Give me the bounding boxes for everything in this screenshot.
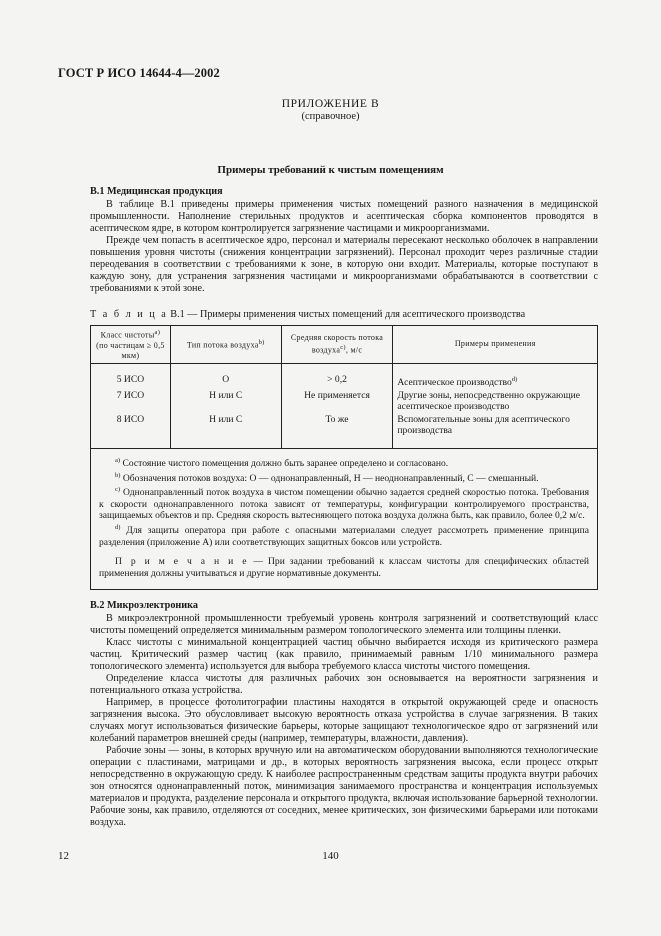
- cell-use: Асептическое производство$^{d)}$: [393, 363, 598, 389]
- table-caption-text: В.1 — Примеры применения чистых помещений для асептического производства: [167, 309, 526, 320]
- b1-paragraph-1: В таблице В.1 приведены примеры применения чистых помещений разного назначения в медицинской промышленности. Наполнение стерильных продуктов и асептическая сборка компонентов проводятся в асептическом ядре, в котором контролируется загрязнение частицами и микроорганизмами.: [90, 199, 598, 234]
- cell-flow: О: [170, 363, 281, 389]
- page-number-center: 140: [322, 850, 339, 862]
- requirements-table: [90, 325, 598, 590]
- cell-flow: Н или С: [170, 389, 281, 413]
- appendix-subtitle: (справочное): [301, 111, 360, 122]
- note-c: $^{c)}$ Однонаправленный поток воздуха в чистом помещении обычно задается средней скоростью потока. Требования к скорости однонаправленного потока зависят от температуры, конфигурации контролируемого пространства, защищаемых объектов и пр. Средняя скорость вытесняющего потока воздуха должна быть, как правило, более 0,2 м/с.: [99, 486, 589, 522]
- note-general: П р и м е ч а н и е — При задании требований к классам чистоты для специфических областей применения должны учитываться и другие нормативные документы.: [99, 556, 589, 579]
- b1-heading: В.1 Медицинская продукция: [90, 186, 223, 197]
- table-header-row: [91, 326, 598, 364]
- page-number-left: 12: [58, 850, 69, 862]
- cell-class: 5 ИСО: [91, 363, 171, 389]
- note-d: $^{d)}$ Для защиты оператора при работе с опасными материалами следует рассмотреть применение принципа разделения (приложение А) или соответствующих защитных боксов или устройств.: [99, 523, 589, 548]
- cell-speed: > 0,2: [281, 363, 393, 389]
- b2-paragraph-4: Например, в процессе фотолитографии пластины находятся в открытой окружающей среде и опасность загрязнения высока. Это обусловливает высокую вероятность отказа устройства в случае загрязнения. В таких случаях могут использоваться физические барьеры, которые защищают технологическое ядро от загрязнений или колебаний параметров внешней среды (например, температуры, влажности, давления).: [90, 697, 598, 744]
- table-row: [91, 363, 598, 389]
- b1-paragraph-2: Прежде чем попасть в асептическое ядро, персонал и материалы пересекают несколько оболочек в направлении повышения уровня чистоты (снижения концентрации загрязнений). Персонал проходит через различные стадии переодевания в соответствии с требованиями к зоне, в которую они входит. Материалы, которые поступают в каждую зону, для устранения загрязнения частицами и микроорганизмами обрабатываются в соответствии с требованиями к этой зоне.: [90, 235, 598, 294]
- section-b1: [90, 186, 598, 295]
- cell-speed: Не применяется: [281, 389, 393, 413]
- cell-use: Другие зоны, непосредственно окружающие асептическое производство: [393, 389, 598, 413]
- section-title: Примеры требований к чистым помещениям: [217, 164, 444, 176]
- b2-paragraph-2: Класс чистоты с минимальной концентрацией частиц обычно выбирается исходя из критического размера частиц. Критический размер частиц (как правило, принимаемый равным 1/10 минимального размера топологического элемента) используется для выбора требуемого класса чистоты чистого помещения.: [90, 637, 598, 672]
- table-row: [91, 413, 598, 449]
- b2-paragraph-3: Определение класса чистоты для различных рабочих зон основывается на вероятности загрязнения и потенциального отказа устройства.: [90, 673, 598, 696]
- cell-flow: Н или С: [170, 413, 281, 449]
- table-caption-prefix: Т а б л и ц а: [90, 309, 168, 320]
- appendix-title: ПРИЛОЖЕНИЕ В: [281, 98, 380, 110]
- table-notes: [91, 448, 598, 589]
- table-row: [91, 389, 598, 413]
- table-notes-row: [91, 448, 598, 589]
- header-speed: Средняя скорость потока воздуха$^{c)}$, м/с: [281, 326, 393, 364]
- standard-code: ГОСТ Р ИСО 14644-4—2002: [58, 66, 220, 80]
- cell-use: Вспомогательные зоны для асептического производства: [393, 413, 598, 449]
- cell-speed: То же: [281, 413, 393, 449]
- section-b2: [90, 600, 598, 829]
- b2-heading: В.2 Микроэлектроника: [90, 600, 198, 611]
- header-flow-type: Тип потока воздуха$^{b)}$: [170, 326, 281, 364]
- cell-class: 7 ИСО: [91, 389, 171, 413]
- note-b: $^{b)}$ Обозначения потоков воздуха: О — однонаправленный, Н — неоднонаправленный, С — смешанный.: [115, 471, 539, 484]
- header-class: Класс чистоты$^{а)}$ (по частицам ≥ 0,5 мкм): [91, 326, 171, 364]
- note-a: $^{а)}$ Состояние чистого помещения должно быть заранее определено и согласовано.: [115, 456, 449, 470]
- b2-paragraph-1: В микроэлектронной промышленности требуемый уровень контроля загрязнений и соответствующий класс чистоты помещений определяется минимальным размером топологического элемента или толщины пленки.: [90, 613, 598, 636]
- table-caption: [90, 309, 598, 320]
- header-examples: Примеры применения: [393, 326, 598, 364]
- b2-paragraph-5: Рабочие зоны — зоны, в которых вручную или на автоматическом оборудовании выполняются технологические операции с пластинами, матрицами и др., в которых вероятность загрязнения высока, если процесс открыт непосредственно в окружающую среду. К наиболее распространенным средствам защиты продукта внутри рабочих зон относятся однонаправленный поток, минимизация занимаемого пространства и концентрация используемых материалов и продукта, разделение персонала и открытого продукта, включая использование барьерной технологии. Рабочие зоны, как правило, отделяются от соседних, менее критических, зон физическими барьерами или потоками воздуха.: [90, 745, 598, 828]
- cell-class: 8 ИСО: [91, 413, 171, 449]
